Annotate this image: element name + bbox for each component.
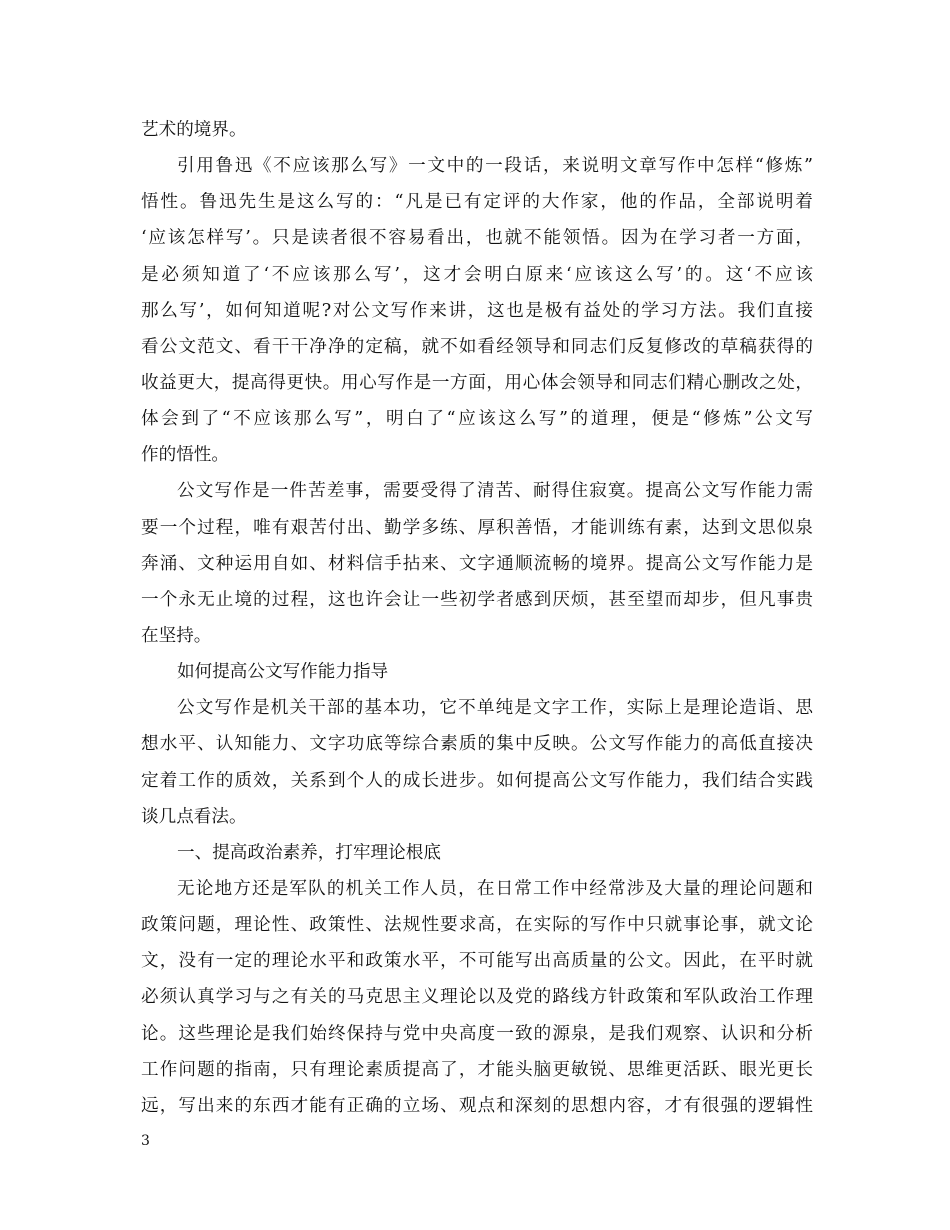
text-line: 公文写作是机关干部的基本功，它不单纯是文字工作，实际上是理论造诣、思 (177, 698, 813, 719)
section-heading: 如何提高公文写作能力指导 (177, 662, 389, 683)
text-line: 工作问题的指南，只有理论素质提高了，才能头脑更敏锐、思维更活跃、眼光更长 (141, 1059, 813, 1080)
text-line: 必须认真学习与之有关的马克思主义理论以及党的路线方针政策和军队政治工作理 (141, 987, 813, 1008)
text-line: 那么写’，如何知道呢?对公文写作来讲，这也是极有益处的学习方法。我们直接 (141, 300, 813, 321)
text-line: 体会到了“不应该那么写”，明白了“应该这么写”的道理，便是“修炼”公文写 (141, 409, 813, 430)
text-line: 定着工作的质效，关系到个人的成长进步。如何提高公文写作能力，我们结合实践 (141, 770, 813, 791)
text-line: 无论地方还是军队的机关工作人员，在日常工作中经常涉及大量的理论问题和 (177, 878, 813, 899)
text-line: 奔涌、文种运用自如、材料信手拈来、文字通顺流畅的境界。提高公文写作能力是 (141, 553, 813, 574)
text-line: 论。这些理论是我们始终保持与党中央高度一致的源泉，是我们观察、认识和分析 (141, 1023, 813, 1044)
text-line: 引用鲁迅《不应该那么写》一文中的一段话，来说明文章写作中怎样“修炼” (177, 156, 813, 177)
page-number: 3 (141, 1133, 150, 1149)
text-line: 想水平、认知能力、文字功底等综合素质的集中反映。公文写作能力的高低直接决 (141, 734, 813, 755)
text-line: 文，没有一定的理论水平和政策水平，不可能写出高质量的公文。因此，在平时就 (141, 951, 813, 972)
text-line: ‘应该怎样写’。只是读者很不容易看出，也就不能领悟。因为在学习者一方面， (141, 228, 813, 249)
text-line: 谈几点看法。 (141, 806, 247, 827)
document-body (141, 112, 813, 1124)
text-line: 远，写出来的东西才能有正确的立场、观点和深刻的思想内容，才有很强的逻辑性 (141, 1095, 813, 1116)
text-line: 悟性。鲁迅先生是这么写的：“凡是已有定评的大作家，他的作品，全部说明着 (141, 192, 813, 213)
text-line: 作的悟性。 (141, 445, 229, 466)
text-line: 公文写作是一件苦差事，需要受得了清苦、耐得住寂寞。提高公文写作能力需 (177, 481, 813, 502)
text-line: 在坚持。 (141, 625, 212, 646)
text-line: 是必须知道了‘不应该那么写’，这才会明白原来‘应该这么写’的。这‘不应该 (141, 264, 813, 285)
text-line: 收益更大，提高得更快。用心写作是一方面，用心体会领导和同志们精心删改之处， (141, 372, 813, 393)
text-line: 政策问题，理论性、政策性、法规性要求高，在实际的写作中只就事论事，就文论 (141, 915, 813, 936)
text-line: 要一个过程，唯有艰苦付出、勤学多练、厚积善悟，才能训练有素，达到文思似泉 (141, 517, 813, 538)
section-heading: 一、提高政治素养，打牢理论根底 (177, 842, 441, 863)
text-line: 看公文范文、看干干净净的定稿，就不如看经领导和同志们反复修改的草稿获得的 (141, 336, 813, 357)
text-line: 艺术的境界。 (141, 120, 247, 140)
text-line: 一个永无止境的过程，这也许会让一些初学者感到厌烦，甚至望而却步，但凡事贵 (141, 589, 813, 610)
